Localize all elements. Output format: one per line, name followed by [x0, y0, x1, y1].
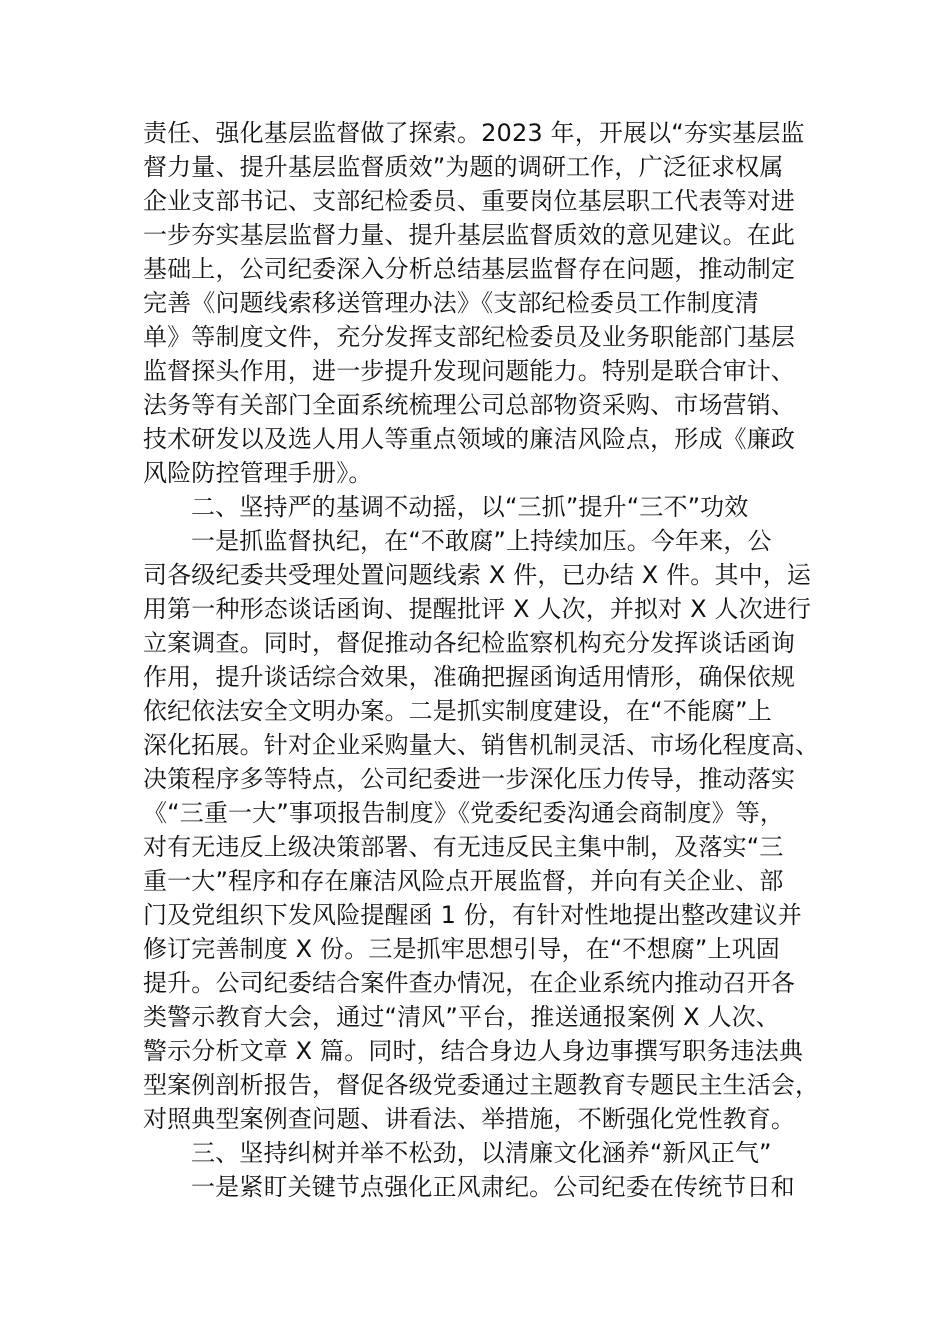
text-line: 提升。公司纪委结合案件查办情况，在企业系统内推动召开各 [143, 969, 796, 997]
text-line: 对有无违反上级决策部署、有无违反民主集中制，及落实“三 [143, 833, 784, 861]
text-line: 对照典型案例查问题、讲看法、举措施，不断强化党性教育。 [143, 1105, 796, 1133]
text-line: 修订完善制度 X 份。三是抓牢思想引导，在“不想腐”上巩固 [143, 935, 780, 963]
text-line: 警示分析文章 X 篇。同时，结合身边人身边事撰写职务违法典 [143, 1037, 804, 1065]
text-line: 基础上，公司纪委深入分析总结基层监督存在问题，推动制定 [143, 255, 796, 283]
text-line: 《“三重一大”事项报告制度》《党委纪委沟通会商制度》等， [143, 799, 785, 827]
text-line: 司各级纪委共受理处置问题线索 X 件，已办结 X 件。其中，运 [143, 561, 812, 589]
text-line: 重一大”程序和存在廉洁风险点开展监督，并向有关企业、部 [143, 867, 784, 895]
text-line: 一步夯实基层监督力量、提升基层监督质效的意见建议。在此 [143, 221, 796, 249]
text-line: 类警示教育大会，通过“清风”平台，推送通报案例 X 人次、 [143, 1003, 780, 1031]
text-line: 用第一种形态谈话函询、提醒批评 X 人次，并拟对 X 人次进行 [143, 595, 812, 623]
document-body [143, 116, 823, 1204]
text-line: 督力量、提升基层监督质效”为题的调研工作，广泛征求权属 [143, 153, 784, 181]
text-line: 技术研发以及选人用人等重点领域的廉洁风险点，形成《廉政 [143, 425, 796, 453]
paragraph-first-line: 一是抓监督执纪，在“不敢腐”上持续加压。今年来，公 [191, 527, 772, 555]
text-line: 型案例剖析报告，督促各级党委通过主题教育专题民主生活会， [143, 1071, 820, 1099]
text-line: 企业支部书记、支部纪检委员、重要岗位基层职工代表等对进 [143, 187, 796, 215]
text-line: 风险防控管理手册》。 [143, 459, 373, 487]
section-heading: 三、坚持纠树并举不松劲，以清廉文化涵养“新风正气” [191, 1139, 772, 1167]
text-line: 单》等制度文件，充分发挥支部纪检委员及业务职能部门基层 [143, 323, 796, 351]
text-line: 依纪依法安全文明办案。二是抓实制度建设，在“不能腐”上 [143, 697, 772, 725]
text-line: 法务等有关部门全面系统梳理公司总部物资采购、市场营销、 [143, 391, 796, 419]
text-line: 立案调查。同时，督促推动各纪检监察机构充分发挥谈话函询 [143, 629, 796, 657]
text-line: 监督探头作用，进一步提升发现问题能力。特别是联合审计、 [143, 357, 796, 385]
text-line: 完善《问题线索移送管理办法》《支部纪检委员工作制度清 [143, 289, 759, 317]
text-line: 责任、强化基层监督做了探索。2023 年，开展以“夯实基层监 [143, 119, 805, 147]
text-line: 门及党组织下发风险提醒函 1 份，有针对性地提出整改建议并 [143, 901, 802, 929]
section-heading: 二、坚持严的基调不动摇，以“三抓”提升“三不”功效 [191, 493, 749, 521]
text-line: 作用，提升谈话综合效果，准确把握函询适用情形，确保依规 [143, 663, 796, 691]
paragraph-first-line: 一是紧盯关键节点强化正风肃纪。公司纪委在传统节日和 [191, 1173, 795, 1201]
text-line: 深化拓展。针对企业采购量大、销售机制灵活、市场化程度高、 [143, 731, 820, 759]
text-line: 决策程序多等特点，公司纪委进一步深化压力传导，推动落实 [143, 765, 796, 793]
